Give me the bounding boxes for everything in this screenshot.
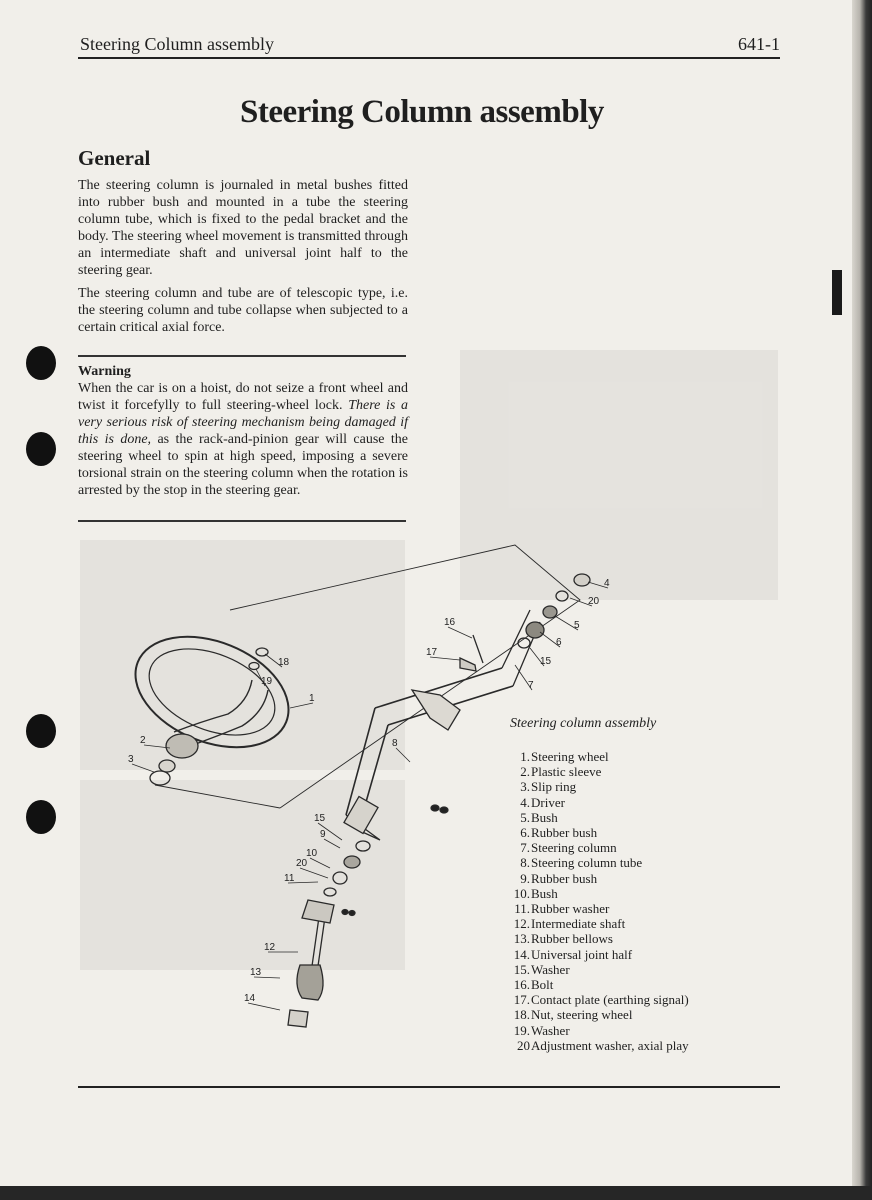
callout-label: 7: [528, 680, 534, 691]
callout-label: 12: [264, 942, 276, 953]
legend-item-name: Washer: [531, 961, 570, 977]
callout-leader-line: [132, 764, 154, 772]
callout-label: 20: [588, 596, 600, 607]
callout-label: 16: [444, 617, 456, 628]
legend-item-number: 1.: [520, 749, 530, 764]
legend-item: [506, 749, 689, 764]
legend-item-name: Bush: [531, 809, 558, 825]
callout-label: 10: [306, 848, 318, 859]
legend-item-name: Bush: [531, 885, 558, 901]
warning-top-rule: [78, 355, 406, 357]
warning-title: Warning: [78, 364, 131, 379]
legend-item: [506, 871, 689, 886]
callout-label: 6: [556, 637, 562, 648]
callout-label: 13: [250, 967, 262, 978]
footer-rule: [78, 1086, 780, 1088]
warning-text-italic: There is a very serious risk of steering mechanism being damaged if this is done,: [78, 398, 408, 447]
callout-label: 15: [540, 656, 552, 667]
legend-item-number: 13.: [513, 931, 530, 947]
legend-item-number: 16.: [513, 977, 530, 993]
legend-item-number: 14.: [513, 946, 530, 962]
callout-leader-line: [448, 627, 472, 638]
legend-item-number: 9.: [520, 870, 530, 886]
legend-item-number: 3.: [520, 779, 530, 795]
legend-item-number: 4.: [520, 794, 530, 810]
legend-item-name: Intermediate shaft: [531, 916, 626, 932]
legend-item: [506, 1007, 689, 1022]
legend-item: [506, 962, 689, 977]
warning-text-end: as the rack-and-pinion gear will cause the steering wheel to spin at high speed, imposing a severe torsional strain on the steering column when the rotation is arrested by the stop in the steering gear.: [78, 432, 408, 498]
legend-item: [506, 992, 689, 1007]
callout-label: 15: [314, 813, 326, 824]
index-tab-mark: [832, 270, 842, 315]
binder-hole: [26, 432, 56, 466]
legend-item: [506, 779, 689, 794]
legend-item-number: 5.: [520, 809, 530, 825]
callout-leader-line: [248, 1003, 280, 1010]
header-rule: [78, 57, 780, 59]
callout-label: 19: [261, 676, 273, 687]
legend-item: [506, 764, 689, 779]
legend-item-name: Adjustment washer, axial play: [531, 1037, 689, 1053]
callout-label: 4: [604, 578, 610, 589]
legend-item-name: Steering column tube: [531, 855, 643, 871]
legend-item: [506, 1038, 689, 1053]
warning-text-start: When the car is on a hoist, do not seize a front wheel and twist it forcefylly to full steering-wheel lock.: [78, 381, 408, 413]
figure-caption: Steering column assembly: [510, 716, 657, 731]
legend-item-number: 6.: [520, 825, 530, 841]
legend-item-number: 8.: [520, 855, 530, 871]
legend-item-number: 18.: [513, 1007, 530, 1023]
legend-item: [506, 977, 689, 992]
binder-hole: [26, 346, 56, 380]
callout-label: 5: [574, 620, 580, 631]
callout-label: 8: [392, 738, 398, 749]
legend-item: [506, 1023, 689, 1038]
callout-label: 17: [426, 647, 438, 658]
warning-bottom-rule: [78, 520, 406, 522]
binder-hole: [26, 800, 56, 834]
page-number: 641-1: [738, 34, 780, 54]
section-heading: General: [78, 146, 151, 170]
callout-label: 14: [244, 993, 256, 1004]
legend-item: [506, 901, 689, 916]
legend-item-name: Nut, steering wheel: [531, 1007, 633, 1023]
callout-leader-line: [300, 868, 328, 878]
legend-item-name: Plastic sleeve: [531, 764, 602, 780]
callout-label: 2: [140, 735, 146, 746]
legend-item: [506, 795, 689, 810]
legend-item-name: Washer: [531, 1022, 570, 1038]
warning-text: [78, 380, 408, 499]
legend-item-name: Rubber washer: [531, 901, 610, 917]
callout-label: 9: [320, 829, 326, 840]
legend-item-name: Universal joint half: [531, 946, 633, 962]
callout-leader-line: [396, 748, 410, 762]
legend-item-name: Steering wheel: [531, 749, 609, 764]
legend-item-number: 12.: [513, 916, 530, 932]
legend-item: [506, 840, 689, 855]
legend-item-name: Driver: [531, 794, 565, 810]
callout-label: 18: [278, 657, 290, 668]
legend-item: [506, 810, 689, 825]
legend-item: [506, 886, 689, 901]
legend-item-number: 7.: [520, 840, 530, 856]
general-paragraph: The steering column and tube are of telescopic type, i.e. the steering column and tube collapse when subjected to a certain critical axial force.: [78, 286, 408, 335]
callout-label: 20: [296, 858, 308, 869]
legend-item-name: Rubber bush: [531, 870, 598, 886]
legend-item-name: Rubber bush: [531, 825, 598, 841]
legend-item-number: 19.: [513, 1022, 530, 1038]
callout-label: 1: [309, 693, 315, 704]
legend-item-name: Steering column: [531, 840, 617, 856]
legend-item-name: Contact plate (earthing signal): [531, 992, 689, 1008]
legend-item-number: 10.: [513, 885, 530, 901]
legend-item: [506, 947, 689, 962]
legend-item-name: Rubber bellows: [531, 931, 613, 947]
scan-bottom-edge: [0, 1186, 872, 1200]
legend-item-name: Slip ring: [531, 779, 577, 795]
legend-item-number: 20: [517, 1037, 530, 1053]
callout-leader-line: [310, 858, 330, 868]
callout-label: 11: [284, 873, 295, 884]
legend-item-number: 11.: [514, 901, 530, 917]
legend-item-name: Bolt: [531, 977, 554, 993]
legend-item: [506, 916, 689, 931]
callout-leader-line: [324, 839, 340, 848]
general-paragraph: The steering column is journaled in metal bushes fitted into rubber bush and mounted in a tube the steering column tube, which is fixed to the pedal bracket and the body. The steering wheel movement is transmitted through an intermediate shaft and universal joint half to the steering gear.: [78, 178, 408, 278]
running-title: Steering Column assembly: [80, 34, 274, 54]
parts-legend: [506, 749, 689, 1053]
legend-item: [506, 855, 689, 870]
legend-item-number: 2.: [520, 764, 530, 780]
legend-item: [506, 931, 689, 946]
callout-label: 3: [128, 754, 134, 765]
page-title: Steering Column assembly: [240, 94, 604, 130]
legend-item-number: 15.: [513, 961, 530, 977]
binder-hole: [26, 714, 56, 748]
legend-item: [506, 825, 689, 840]
page-stack-edge: [852, 0, 872, 1200]
legend-item-number: 17.: [513, 992, 530, 1008]
